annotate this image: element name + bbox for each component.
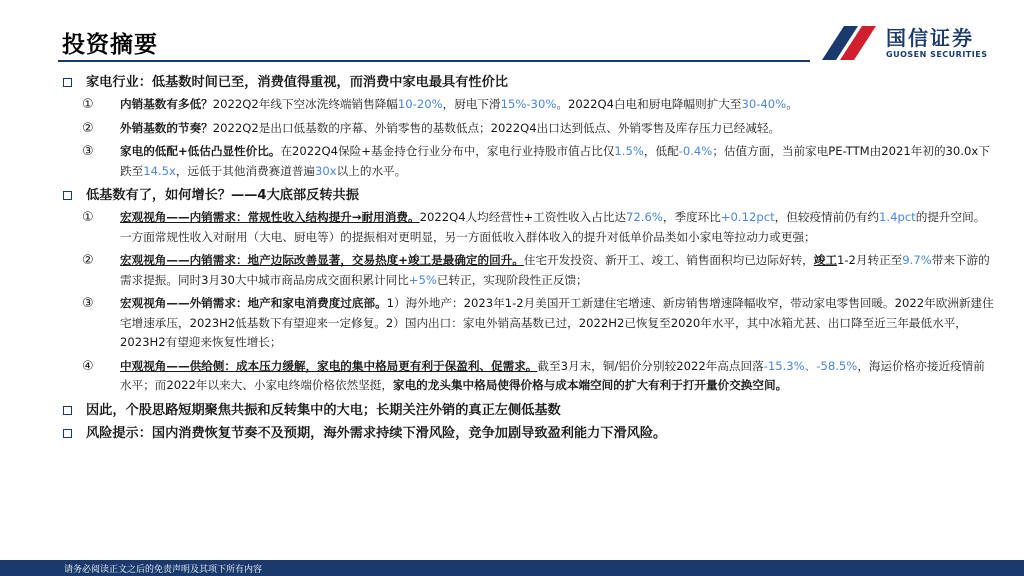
- section-heading: [60, 72, 995, 93]
- highlight-value: 14.5x: [143, 163, 176, 178]
- item-text: ；估值方面，当前家电PE-TTM由2021年初的30.0x下跌至: [120, 144, 990, 178]
- highlight-value: +0.12pct: [720, 210, 775, 224]
- item-text: ，季度环比: [662, 210, 721, 224]
- item-text: ，海运价格亦接近疫情前水平；而2022年以来大、小家电终端价格依然坚挺，: [120, 358, 985, 392]
- highlight-value: +5%: [408, 272, 437, 287]
- item-text: 。2022Q4白电和厨电降幅则扩大至: [556, 97, 742, 111]
- item-text: 以上的水平。: [336, 163, 407, 178]
- highlight-value: 30x: [315, 163, 337, 178]
- item-number: ①: [82, 210, 94, 225]
- item-text: 。: [786, 97, 798, 111]
- item-text: 宏观视角——外销需求：地产和家电消费度过底部。: [120, 296, 387, 310]
- item-text: 住宅开发投资、新开工、竣工、销售面积均已边际好转，: [523, 253, 814, 267]
- square-bullet-icon: [63, 429, 72, 438]
- item-text: 在2022Q4保险+基金持仓行业分布中，家电行业持股市值占比仅: [280, 144, 615, 158]
- highlight-value: 15%-30%: [500, 97, 557, 111]
- item-text: 1-2月转正至: [836, 253, 903, 267]
- section-title: 低基数有了，如何增长？——4大底部反转共振: [86, 188, 359, 203]
- list-item: [60, 119, 995, 139]
- footer-disclaimer: 请务必阅读正文之后的免责声明及其项下所有内容: [64, 565, 263, 575]
- highlight-value: 1.5%: [614, 144, 644, 158]
- section-heading: [60, 423, 995, 444]
- highlight-value: 9.7%: [902, 253, 932, 267]
- highlight-value: -15.3%、-58.5%: [763, 358, 858, 373]
- item-number: ③: [82, 144, 94, 159]
- item-number: ④: [82, 358, 94, 374]
- item-text: ，远低于其他消费赛道普遍: [175, 163, 316, 178]
- list-item: [60, 357, 995, 396]
- item-text: 2022Q2是出口低基数的序幕、外销零售的基数低点；2022Q4出口达到低点、外销零售及库存压力已经减轻。: [212, 120, 781, 135]
- highlight-value: 10-20%: [397, 97, 443, 111]
- company-logo: [814, 20, 1014, 64]
- highlight-value: 72.6%: [626, 210, 663, 224]
- highlight-value: 30-40%: [741, 97, 787, 111]
- item-number: ②: [82, 120, 94, 136]
- summary-content: [60, 72, 995, 446]
- item-text: 家电的龙头集中格局使得价格与成本端空间的扩大有利于打开量价交换空间。: [392, 378, 788, 392]
- page-title: 投资摘要: [62, 32, 158, 58]
- item-text: 竣工: [813, 253, 837, 267]
- highlight-value: 1.4pct: [879, 210, 916, 224]
- logo-text-en: GUOSEN SECURITIES: [886, 50, 988, 59]
- item-text: 带来下游的需求提振。同时3月30大中城市商品房成交面积累计同比: [120, 253, 990, 287]
- item-text: 2022Q4人均经营性+工资性收入占比达: [419, 210, 627, 224]
- item-number: ①: [82, 97, 94, 112]
- list-item: [60, 142, 995, 181]
- list-item: [60, 208, 995, 247]
- section-title: 家电行业：低基数时间已至，消费值得重视，而消费中家电最具有性价比: [86, 75, 508, 90]
- section-heading: [60, 185, 995, 206]
- logo-text-cn: 国信证券: [886, 26, 974, 50]
- footer-bar: [0, 560, 1024, 576]
- section-title: 风险提示：国内消费恢复节奏不及预期，海外需求持续下滑风险，竞争加剧导致盈利能力下滑风险。: [86, 425, 667, 441]
- item-number: ③: [82, 296, 94, 311]
- item-text: 中观视角——供给侧：成本压力缓解，家电的集中格局更有利于保盈利、促需求。: [120, 358, 538, 373]
- square-bullet-icon: [63, 78, 72, 87]
- square-bullet-icon: [63, 406, 72, 415]
- highlight-value: -0.4%: [678, 144, 713, 158]
- item-text: 截至3月末，铜/铝价分别较2022年高点回落: [537, 358, 764, 373]
- section-title: 因此，个股思路短期聚焦共振和反转集中的大电；长期关注外销的真正左侧低基数: [86, 402, 561, 418]
- list-item: [60, 294, 995, 353]
- item-text: 1）海外地产：2023年1-2月美国开工新建住宅增速、新房销售增速降幅收窄，带动家电零售回暖。2022年欧洲新建住宅增速承压，2023H2低基数下有望迎来一定修复。2）国内出口：家电外销高基数已过，2022H2已恢复至2020年水平，其中冰箱尤甚、出口降至近三年最低水平，2023H2有望迎来恢复性增长；: [120, 296, 994, 349]
- header-divider: [58, 60, 810, 62]
- item-text: ，低配: [643, 144, 679, 158]
- section-heading: [60, 400, 995, 421]
- item-text: ，但较疫情前仍有约: [774, 210, 880, 224]
- list-item: [60, 95, 995, 115]
- list-item: [60, 251, 995, 290]
- item-text: ，厨电下滑: [442, 97, 501, 111]
- item-text: 的提升空间。一方面常规性收入对耐用（大电、厨电等）的提振相对更明显，另一方面低收入群体收入的提升对低单价品类如小家电等拉动力或更强；: [120, 210, 986, 244]
- item-text: 内销基数有多低？: [120, 97, 213, 111]
- item-text: 2022Q2年线下空冰洗终端销售降幅: [212, 97, 398, 111]
- item-text: 宏观视角——内销需求：地产边际改善显著，交易热度+竣工是最确定的回升。: [120, 253, 524, 267]
- item-number: ②: [82, 253, 94, 268]
- item-text: 家电的低配+低估凸显性价比。: [120, 144, 281, 158]
- item-text: 宏观视角——内销需求：常规性收入结构提升→耐用消费。: [120, 210, 420, 224]
- square-bullet-icon: [63, 191, 72, 200]
- item-text: 已转正，实现阶段性正反馈；: [436, 272, 588, 287]
- item-text: 外销基数的节奏？: [120, 120, 213, 135]
- guosen-logo-icon: [814, 20, 884, 64]
